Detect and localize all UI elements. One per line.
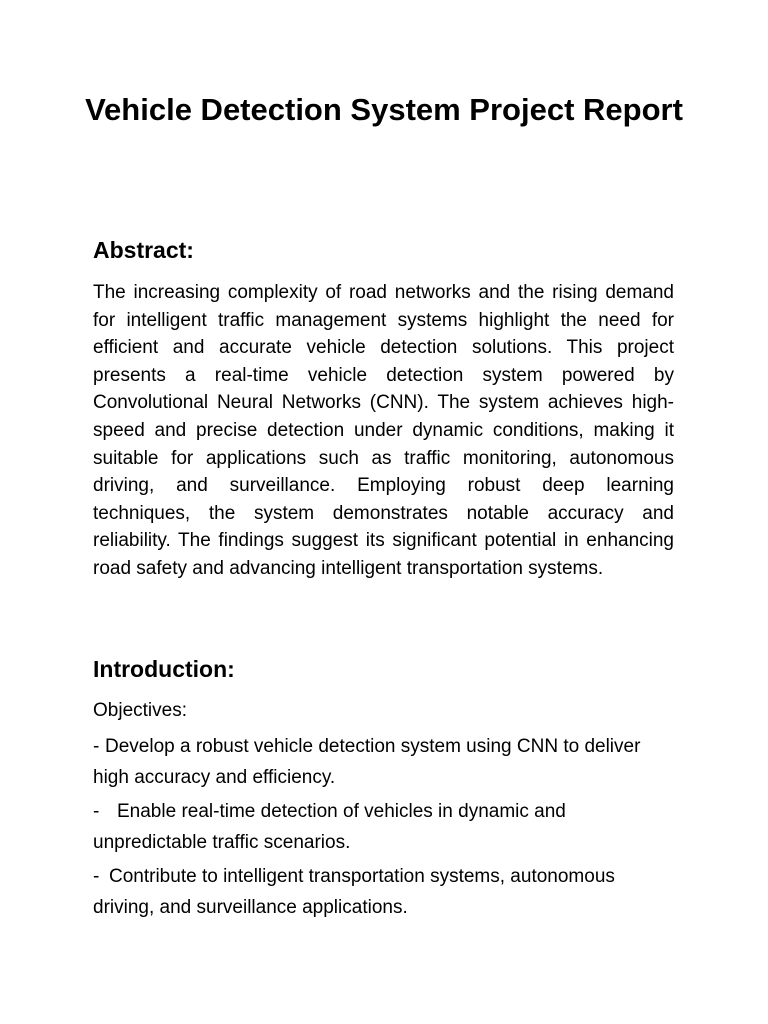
- objective-item: [93, 862, 674, 923]
- introduction-heading: Introduction:: [93, 656, 235, 682]
- objectives-label: Objectives:: [93, 700, 187, 721]
- objective-dash: -: [93, 736, 100, 757]
- objective-text: Enable real-time detection of vehicles in dynamic and unpredictable traffic scenarios.: [93, 801, 566, 853]
- objectives-list: [93, 732, 674, 927]
- objective-dash: -: [93, 801, 100, 822]
- abstract-heading: Abstract:: [93, 237, 194, 263]
- abstract-paragraph: The increasing complexity of road networks and the rising demand for intelligent traffic management systems highlight the need for efficient and accurate vehicle detection solutions. This project presents a real-time vehicle detection system powered by Convolutional Neural Networks (CNN). The system achieves high-speed and precise detection under dynamic conditions, making it suitable for applications such as traffic monitoring, autonomous driving, and surveillance. Employing robust deep learning techniques, the system demonstrates notable accuracy and reliability. The findings suggest its significant potential in enhancing road safety and advancing intelligent transportation systems.: [93, 282, 674, 579]
- document-title: Vehicle Detection System Project Report: [85, 92, 683, 127]
- objective-dash: -: [93, 866, 100, 887]
- objective-text: Contribute to intelligent transportation systems, autonomous driving, and surveillance applications.: [93, 866, 615, 918]
- objective-text: Develop a robust vehicle detection system using CNN to deliver high accuracy and efficiency.: [93, 736, 641, 788]
- objective-item: [93, 797, 674, 858]
- objective-item: [93, 732, 674, 793]
